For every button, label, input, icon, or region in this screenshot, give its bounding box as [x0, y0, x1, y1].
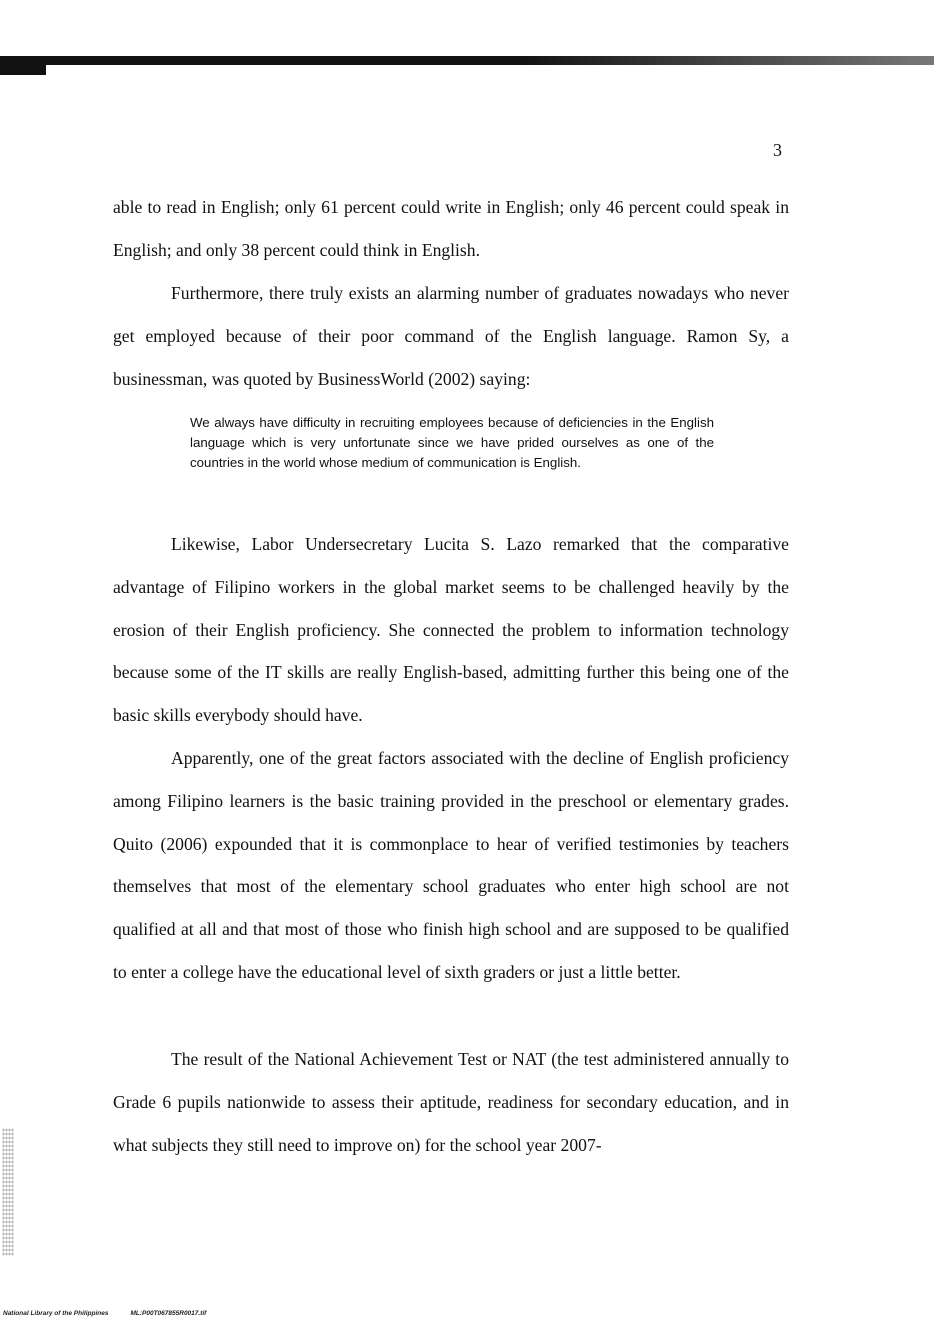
scan-border-bar: [0, 56, 934, 65]
paragraph-lazo-remarks: Likewise, Labor Undersecretary Lucita S. Lazo remarked that the comparative advantage of Filipino workers in the global market seems to be challenged heavily by the erosion of their English proficiency. She connected the problem to information technology because some of the IT skills are really English-based, admitting further this being one of the basic skills everybody should have.: [113, 534, 789, 726]
footer-library: National Library of the Philippines: [3, 1310, 109, 1317]
footer-code: ML:P00T067855R0017.tif: [130, 1310, 207, 1317]
scan-edge-noise: [2, 1128, 14, 1256]
paragraph-english-ability: able to read in English; only 61 percent could write in English; only 46 percent could speak in English; and only 38 percent could think in English.: [113, 197, 789, 260]
paragraph-basic-training: Apparently, one of the great factors associated with the decline of English proficiency among Filipino learners is the basic training provided in the preschool or elementary grades. Quito (2006) expounded that it is commonplace to hear of verified testimonies by teachers themselves that most of the elementary school graduates who enter high school are not qualified at all and that most of those who finish high school and are supposed to be qualified to enter a college have the educational level of sixth graders or just a little better.: [113, 748, 789, 982]
paragraph-graduates-unemployed: Furthermore, there truly exists an alarming number of graduates nowadays who never get employed because of their poor command of the English language. Ramon Sy, a businessman, was quoted by BusinessWorld (2002) saying:: [113, 283, 789, 389]
paragraph-nat-result: The result of the National Achievement Test or NAT (the test administered annually to Grade 6 pupils nationwide to assess their aptitude, readiness for secondary education, and in what subjects they still need to improve on) for the school year 2007-: [113, 1049, 789, 1155]
scan-border-tab: [0, 62, 46, 75]
block-quote-ramon-sy: We always have difficulty in recruiting employees because of deficiencies in the English language which is very unfortunate since we have prided ourselves as one of the countries in the world whose medium of communication is English.: [190, 415, 714, 470]
page-number: 3: [773, 140, 782, 160]
scan-footer: [3, 1310, 206, 1317]
